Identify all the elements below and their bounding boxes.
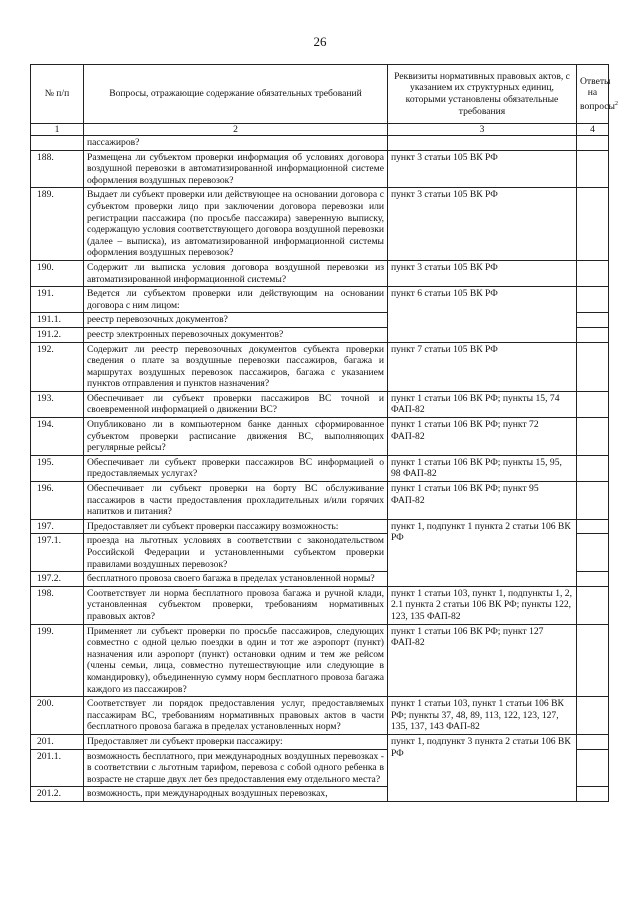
table-row [31,455,609,481]
answer-cell[interactable] [577,287,609,313]
header-num: № п/п [31,65,84,124]
table-row [31,150,609,188]
row-number: 191.2. [31,327,84,342]
table-row [31,624,609,697]
question-cell: проезда на льготных условиях в соответствии с законодательством Российской Федерации и установленными субъектом проверки правилами воздушных перевозок? [84,534,388,572]
row-number: 190. [31,260,84,286]
requisites-cell: пункт 1, подпункт 3 пункта 2 статьи 106 ВК РФ [388,734,577,801]
requisites-cell: пункт 3 статьи 105 ВК РФ [388,260,577,286]
header-requisites: Реквизиты нормативных правовых актов, с указанием их структурных единиц, которыми установлены обязательные требования [388,65,577,124]
question-cell: Предоставляет ли субъект проверки пассажиру возможность: [84,519,388,534]
requisites-cell: пункт 3 статьи 105 ВК РФ [388,188,577,261]
question-cell: пассажиров? [84,136,388,151]
row-number: 193. [31,391,84,417]
column-number: 2 [84,124,388,136]
table-header-row [31,65,609,124]
row-number: 201.2. [31,787,84,802]
question-cell: Содержит ли выписка условия договора воздушной перевозки из автоматизированной информационной системы? [84,260,388,286]
question-cell: возможность, при международных воздушных перевозках, [84,787,388,802]
requisites-cell: пункт 1 статьи 103, пункт 1 статьи 106 ВК РФ; пункты 37, 48, 89, 113, 122, 123, 127, 135, 137, 143 ФАП-82 [388,697,577,735]
answer-cell[interactable] [577,150,609,188]
table-row [31,734,609,749]
row-number: 196. [31,482,84,520]
table-row [31,342,609,391]
table-row [31,188,609,261]
answer-cell[interactable] [577,697,609,735]
requisites-cell: пункт 3 статьи 105 ВК РФ [388,150,577,188]
requisites-cell: пункт 1 статьи 106 ВК РФ; пункты 15, 95, 98 ФАП-82 [388,455,577,481]
requisites-cell: пункт 7 статьи 105 ВК РФ [388,342,577,391]
table-body [31,136,609,802]
table-row [31,418,609,456]
answer-cell[interactable] [577,455,609,481]
answer-cell[interactable] [577,391,609,417]
row-number [31,136,84,151]
question-cell: реестр перевозочных документов? [84,313,388,328]
requisites-cell: пункт 1, подпункт 1 пункта 2 статьи 106 ВК РФ [388,519,577,586]
page-number: 26 [313,34,327,49]
row-number: 200. [31,697,84,735]
answer-cell[interactable] [577,482,609,520]
question-cell: бесплатного провоза своего багажа в пределах установленной нормы? [84,572,388,587]
answer-cell[interactable] [577,624,609,697]
column-number-row [31,124,609,136]
row-number: 189. [31,188,84,261]
row-number: 188. [31,150,84,188]
question-cell: Обеспечивает ли субъект проверки пассажиров ВС информацией о предоставляемых услугах? [84,455,388,481]
table-row [31,697,609,735]
row-number: 201. [31,734,84,749]
answer-cell[interactable] [577,519,609,534]
answer-cell[interactable] [577,313,609,328]
requisites-cell: пункт 1 статьи 106 ВК РФ; пункты 15, 74 ФАП-82 [388,391,577,417]
requisites-cell [388,136,577,151]
answer-cell[interactable] [577,136,609,151]
header-answers [577,65,618,124]
column-number: 3 [388,124,577,136]
answer-cell[interactable] [577,188,609,261]
question-cell: Обеспечивает ли субъект проверки на борту ВС обслуживание пассажиров в части предоставления прохладительных и/или горячих напитков и питания? [84,482,388,520]
column-number: 1 [31,124,84,136]
row-number: 194. [31,418,84,456]
question-cell: Опубликовано ли в компьютерном банке данных сформированное субъектом проверки расписание движения ВС, выполняющих регулярные рейсы? [84,418,388,456]
row-number: 199. [31,624,84,697]
header-answers-text: Ответы на вопросы [580,75,615,112]
question-cell: реестр электронных перевозочных документов? [84,327,388,342]
question-cell: Ведется ли субъектом проверки или действующим на основании договора с ним лицом: [84,287,388,313]
answer-cell[interactable] [577,787,609,802]
row-number: 198. [31,586,84,624]
question-cell: Обеспечивает ли субъект проверки пассажиров ВС точной и своевременной информацией о движении ВС? [84,391,388,417]
footnote-mark: 2 [614,100,618,107]
answer-cell[interactable] [577,572,609,587]
question-cell: Выдает ли субъект проверки или действующее на основании договора с субъектом проверки лицо при заключении договора перевозки или регистрации пассажира (по просьбе пассажира) заверенную выписку, содержащую условия соответствующего договора воздушной перевозки (далее – выписка), из автоматизированной информационной системы оформления воздушных перевозок? [84,188,388,261]
table-row [31,287,609,313]
requirements-table [30,64,618,802]
question-cell: возможность бесплатного, при международных воздушных перевозках - в соответствии с льготным тарифом, перевоза с собой одного ребенка в возрасте не старше двух лет без предоставления ему отдельного места? [84,749,388,787]
question-cell: Предоставляет ли субъект проверки пассажиру: [84,734,388,749]
question-cell: Содержит ли реестр перевозочных документов субъекта проверки сведения о плате за воздушные перевозки пассажиров, багажа и маршрутах воздушных перевозок пассажиров, багажа с указанием пунктов отправления и пунктов назначения? [84,342,388,391]
table-row [31,136,609,151]
table-row [31,519,609,534]
question-cell: Соответствует ли норма бесплатного провоза багажа и ручной клади, установленная субъектом проверки, требованиям нормативных правовых актов? [84,586,388,624]
table-row [31,260,609,286]
answer-cell[interactable] [577,327,609,342]
column-number: 4 [577,124,609,136]
row-number: 191.1. [31,313,84,328]
row-number: 197.1. [31,534,84,572]
requisites-cell: пункт 1 статьи 106 ВК РФ; пункт 72 ФАП-82 [388,418,577,456]
answer-cell[interactable] [577,749,609,787]
answer-cell[interactable] [577,534,609,572]
question-cell: Применяет ли субъект проверки по просьбе пассажиров, следующих совместно с одной целью поездки в один и тот же аэропорт (пункт) назначения или аэропорт (пункт) остановки одним и тем же рейсом (члены семьи, лица, совместно путешествующие или следующие в командировку), объединенную сумму норм бесплатного провоза багажа каждого из пассажиров? [84,624,388,697]
header-question: Вопросы, отражающие содержание обязательных требований [84,65,388,124]
table-row [31,586,609,624]
row-number: 197. [31,519,84,534]
answer-cell[interactable] [577,734,609,749]
table-row [31,482,609,520]
row-number: 201.1. [31,749,84,787]
answer-cell[interactable] [577,586,609,624]
question-cell: Размещена ли субъектом проверки информация об условиях договора воздушной перевозки в автоматизированной информационной системе оформления воздушных перевозок? [84,150,388,188]
answer-cell[interactable] [577,342,609,391]
requisites-cell: пункт 6 статьи 105 ВК РФ [388,287,577,342]
requisites-cell: пункт 1 статьи 106 ВК РФ; пункт 127 ФАП-82 [388,624,577,697]
row-number: 195. [31,455,84,481]
table-row [31,391,609,417]
row-number: 191. [31,287,84,313]
row-number: 192. [31,342,84,391]
answer-cell[interactable] [577,418,609,456]
answer-cell[interactable] [577,260,609,286]
requisites-cell: пункт 1 статьи 106 ВК РФ; пункт 95 ФАП-82 [388,482,577,520]
row-number: 197.2. [31,572,84,587]
requisites-cell: пункт 1 статьи 103, пункт 1, подпункты 1, 2, 2.1 пункта 2 статьи 106 ВК РФ; пункты 122, 123, 135 ФАП-82 [388,586,577,624]
question-cell: Соответствует ли порядок предоставления услуг, предоставляемых пассажирам ВС, требованиям нормативных правовых актов в части бесплатного провоза багажа в пределах установленных норм? [84,697,388,735]
